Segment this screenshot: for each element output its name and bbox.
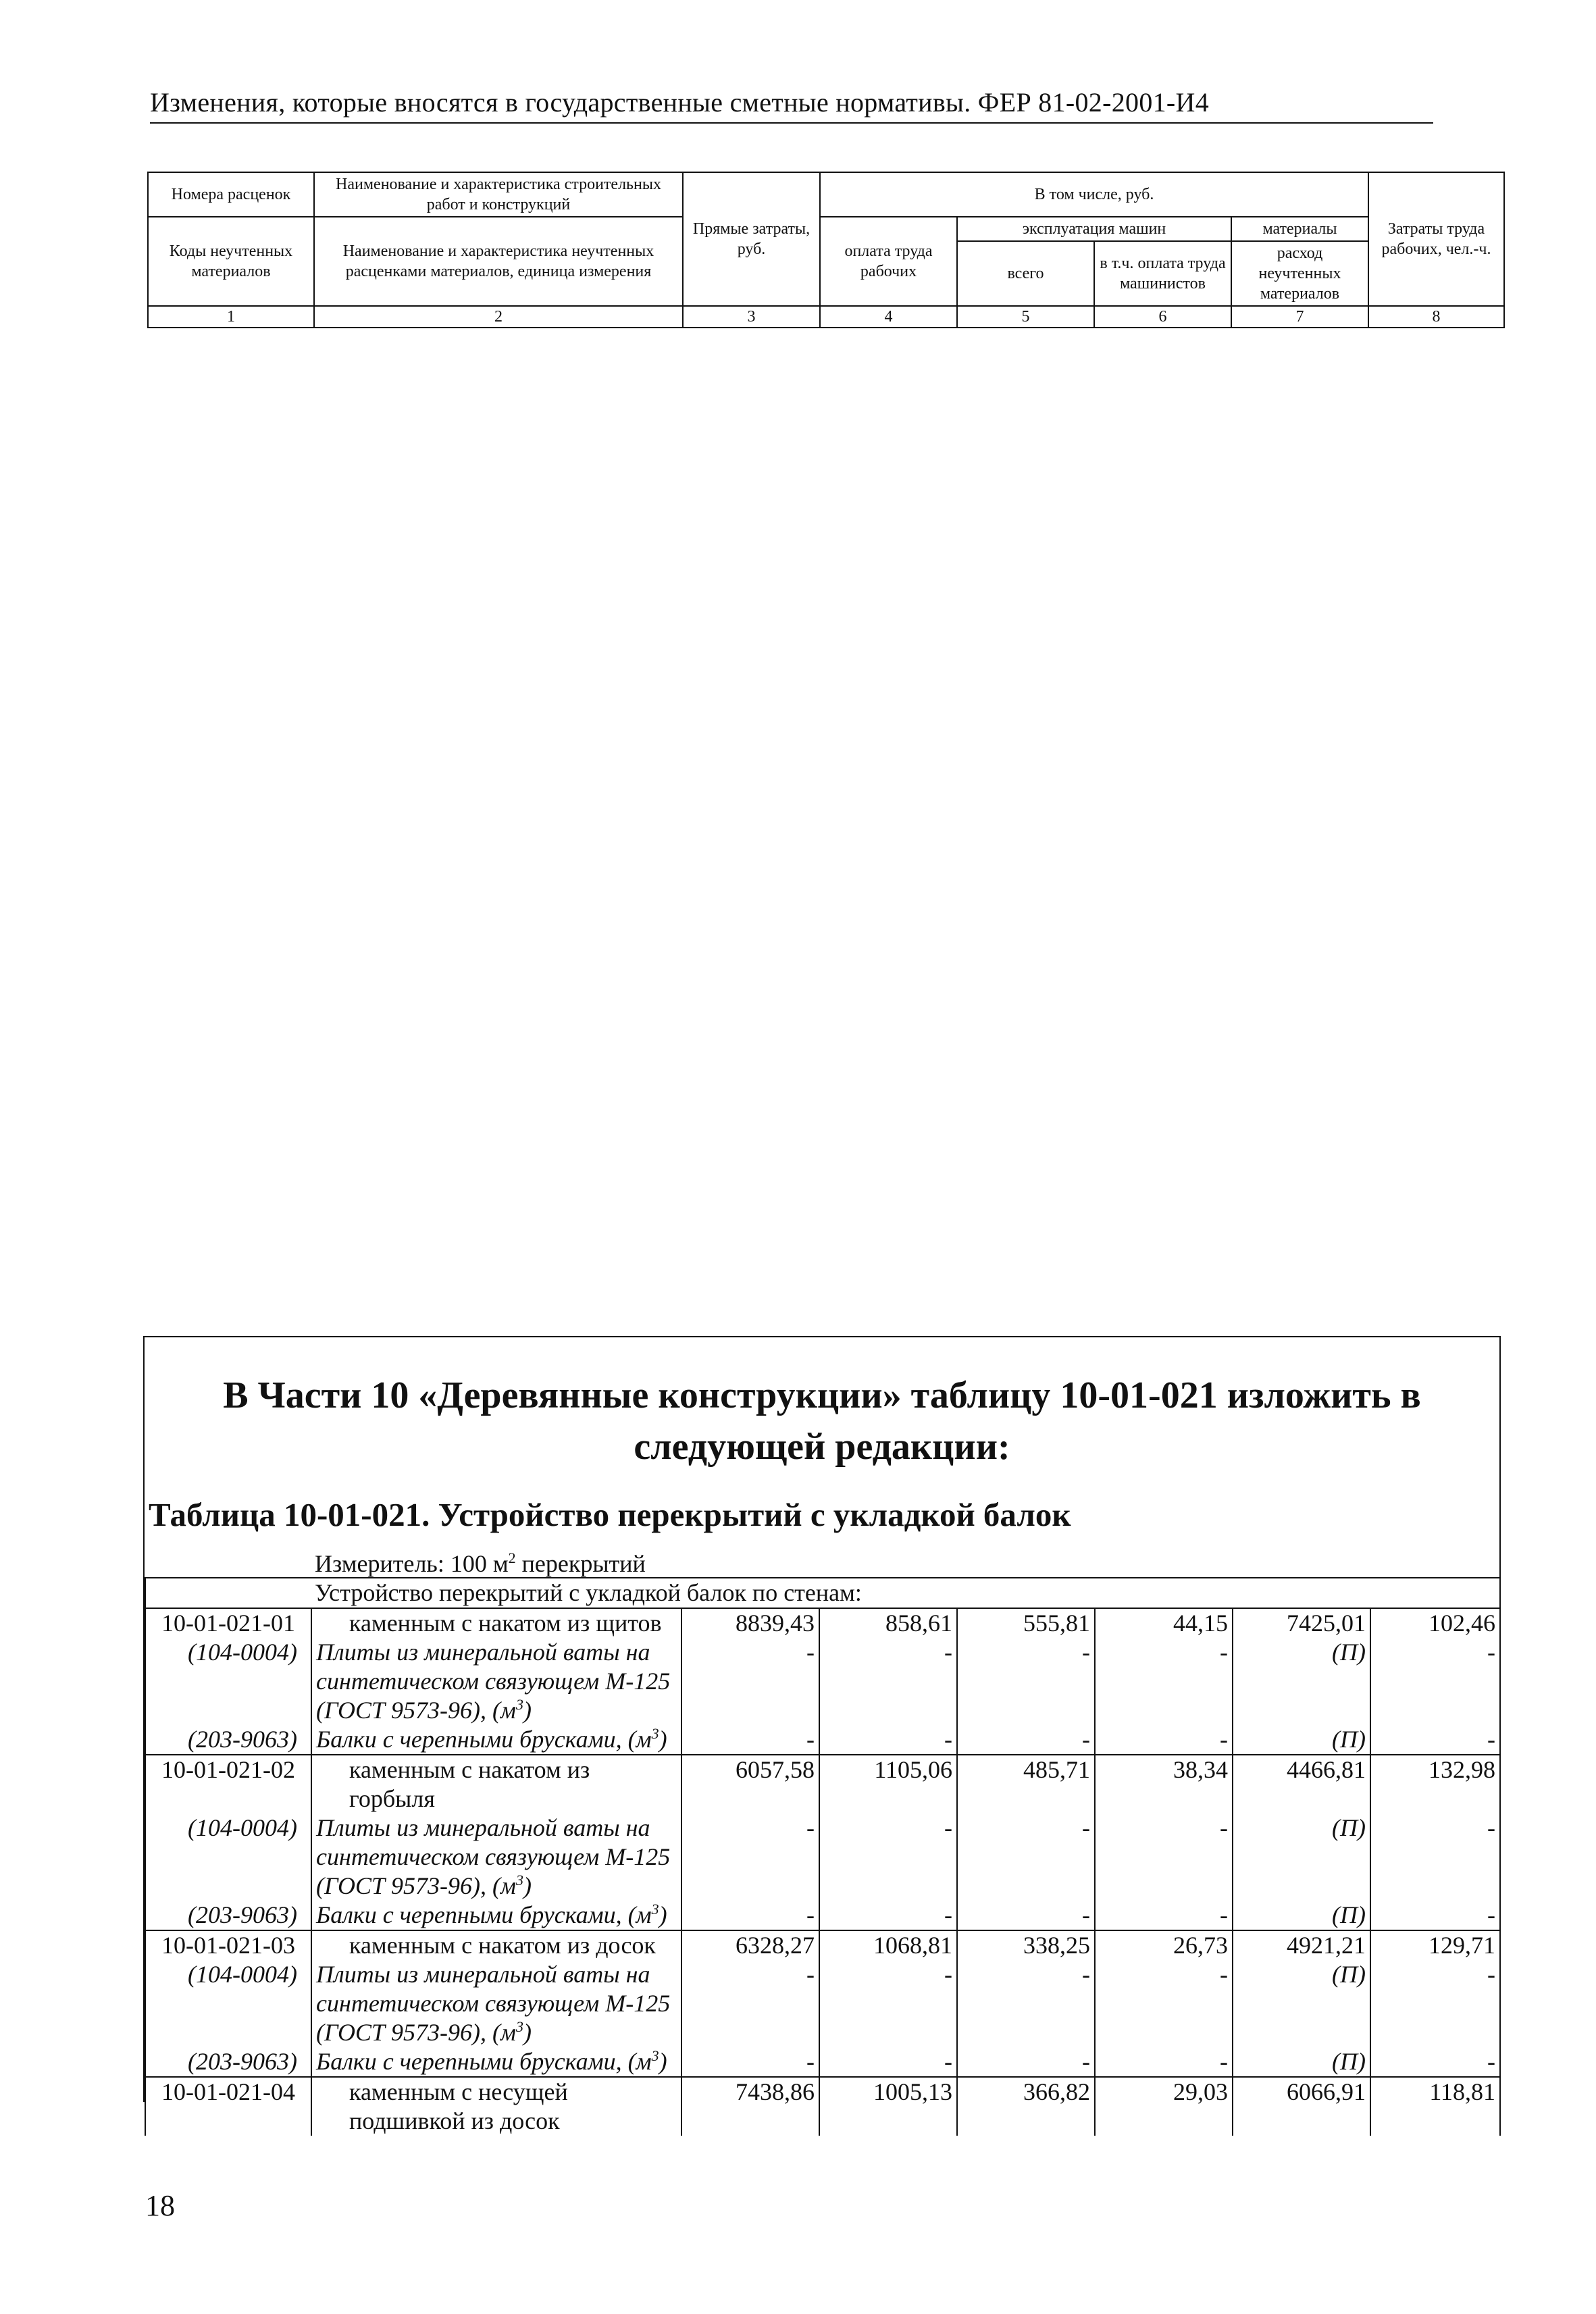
material-code: (203-9063)	[145, 2047, 311, 2077]
value-machines: 555,81	[957, 1608, 1095, 1638]
notice-heading: В Части 10 «Деревянные конструкции» таблицу 10-01-021 изложить в следующей редакции:	[223, 1374, 1421, 1468]
dash: -	[1370, 1725, 1500, 1755]
dash: -	[1095, 1725, 1233, 1755]
rate-name: каменным с накатом из горбыля	[311, 1755, 681, 1814]
col-number: 7	[1231, 306, 1368, 328]
section-title: Устройство перекрытий с укладкой балок по стенам:	[145, 1578, 1500, 1608]
dash: -	[819, 1638, 957, 1725]
rate-code: 10-01-021-01	[145, 1608, 311, 1638]
dash: -	[957, 1814, 1095, 1901]
col-number: 3	[683, 306, 820, 328]
value-direct: 8839,43	[681, 1608, 819, 1638]
material-name: Плиты из минеральной ваты на синтетическом связующем М-125 (ГОСТ 9573-96), $(м^3)$	[311, 1638, 681, 1725]
dash: -	[819, 1725, 957, 1755]
value-materials: 6066,91	[1233, 2077, 1370, 2136]
value-materials: 4921,21	[1233, 1930, 1370, 1960]
value-labor: 858,61	[819, 1608, 957, 1638]
table-row	[145, 1755, 1500, 1814]
header-c3: Прямые затраты, руб.	[683, 172, 820, 306]
dash: -	[1370, 1901, 1500, 1930]
header-group: В том числе, руб.	[820, 172, 1368, 217]
material-code: (104-0004)	[145, 1814, 311, 1901]
table-title: Таблица 10-01-021. Устройство перекрытий с укладкой балок	[149, 1496, 1071, 1533]
value-operators: 26,73	[1095, 1930, 1233, 1960]
header-c1-bottom: Коды неучтенных материалов	[148, 217, 314, 306]
page-number: 18	[145, 2189, 175, 2222]
dash: -	[1370, 1814, 1500, 1901]
value-machines: 366,82	[957, 2077, 1095, 2136]
value-labor-hours: 102,46	[1370, 1608, 1500, 1638]
header-c6: в т.ч. оплата труда машинистов	[1094, 241, 1231, 306]
value-labor: 1068,81	[819, 1930, 957, 1960]
value-labor-hours: 132,98	[1370, 1755, 1500, 1814]
dash: -	[957, 2047, 1095, 2077]
dash: -	[1370, 1960, 1500, 2047]
col-number: 5	[957, 306, 1094, 328]
material-code: (203-9063)	[145, 1725, 311, 1755]
header-c8: Затраты труда рабочих, чел.-ч.	[1368, 172, 1504, 306]
value-direct: 6057,58	[681, 1755, 819, 1814]
header-c7: расход неучтенных материалов	[1231, 241, 1368, 306]
dash: -	[1370, 1638, 1500, 1725]
header-machines: эксплуатация машин	[957, 217, 1231, 241]
value-labor: 1105,06	[819, 1755, 957, 1814]
rate-name: каменным с накатом из щитов	[311, 1608, 681, 1638]
material-row	[145, 1814, 1500, 1901]
material-name: Плиты из минеральной ваты на синтетическом связующем М-125 (ГОСТ 9573-96), $(м^3)$	[311, 1814, 681, 1901]
rate-name: каменным с накатом из досок	[311, 1930, 681, 1960]
header-c2-top: Наименование и характеристика строительных работ и конструкций	[314, 172, 683, 217]
measurer-text: Измеритель: 100 м	[315, 1550, 509, 1577]
measurer	[315, 1549, 646, 1578]
col-number: 4	[820, 306, 957, 328]
dash: -	[957, 1960, 1095, 2047]
header-c5: всего	[957, 241, 1094, 306]
col-number: 6	[1094, 306, 1231, 328]
p-mark: (П)	[1233, 1960, 1370, 2047]
value-labor-hours: 129,71	[1370, 1930, 1500, 1960]
material-row	[145, 1638, 1500, 1725]
material-name: Балки с черепными брусками, $(м^3)$	[311, 1725, 681, 1755]
col-number: 8	[1368, 306, 1504, 328]
dash: -	[957, 1725, 1095, 1755]
dash: -	[957, 1901, 1095, 1930]
value-materials: 4466,81	[1233, 1755, 1370, 1814]
dash: -	[1095, 1901, 1233, 1930]
value-materials: 7425,01	[1233, 1608, 1370, 1638]
p-mark: (П)	[1233, 1901, 1370, 1930]
value-operators: 29,03	[1095, 2077, 1233, 2136]
running-header: Изменения, которые вносятся в государственные сметные нормативы. ФЕР 81-02-2001-И4	[150, 86, 1433, 124]
header-materials: материалы	[1231, 217, 1368, 241]
table-row	[145, 2077, 1500, 2136]
p-mark: (П)	[1233, 1638, 1370, 1725]
dash: -	[681, 1901, 819, 1930]
value-machines: 338,25	[957, 1930, 1095, 1960]
header-c2-bottom: Наименование и характеристика неучтенных расценками материалов, единица измерения	[314, 217, 683, 306]
rate-name: каменным с несущей подшивкой из досок	[311, 2077, 681, 2136]
material-name: Балки с черепными брусками, $(м^3)$	[311, 2047, 681, 2077]
col-number: 1	[148, 306, 314, 328]
dash: -	[957, 1638, 1095, 1725]
material-row	[145, 2047, 1500, 2077]
material-code: (203-9063)	[145, 1901, 311, 1930]
dash: -	[1095, 1960, 1233, 2047]
p-mark: (П)	[1233, 1814, 1370, 1901]
value-direct: 6328,27	[681, 1930, 819, 1960]
material-code: (104-0004)	[145, 1638, 311, 1725]
material-name: Балки с черепными брусками, $(м^3)$	[311, 1901, 681, 1930]
rate-code: 10-01-021-02	[145, 1755, 311, 1814]
rate-code: 10-01-021-03	[145, 1930, 311, 1960]
col-number: 2	[314, 306, 683, 328]
rate-code: 10-01-021-04	[145, 2077, 311, 2136]
table-row	[145, 1608, 1500, 1638]
material-row	[145, 1960, 1500, 2047]
dash: -	[819, 2047, 957, 2077]
dash: -	[681, 1638, 819, 1725]
dash: -	[819, 1901, 957, 1930]
dash: -	[681, 1960, 819, 2047]
p-mark: (П)	[1233, 2047, 1370, 2077]
value-operators: 44,15	[1095, 1608, 1233, 1638]
dash: -	[681, 2047, 819, 2077]
measurer-sup: 2	[508, 1549, 516, 1566]
value-machines: 485,71	[957, 1755, 1095, 1814]
measurer-tail: перекрытий	[515, 1550, 646, 1577]
notice-box	[143, 1336, 1501, 2134]
material-code: (104-0004)	[145, 1960, 311, 2047]
value-labor: 1005,13	[819, 2077, 957, 2136]
column-header-table	[147, 172, 1505, 328]
value-labor-hours: 118,81	[1370, 2077, 1500, 2136]
dash: -	[1095, 1814, 1233, 1901]
dash: -	[819, 1814, 957, 1901]
rates-table	[145, 1577, 1501, 2136]
dash: -	[819, 1960, 957, 2047]
dash: -	[681, 1814, 819, 1901]
header-c1-top: Номера расценок	[148, 172, 314, 217]
dash: -	[1370, 2047, 1500, 2077]
dash: -	[1095, 1638, 1233, 1725]
value-operators: 38,34	[1095, 1755, 1233, 1814]
value-direct: 7438,86	[681, 2077, 819, 2136]
dash: -	[681, 1725, 819, 1755]
dash: -	[1095, 2047, 1233, 2077]
material-row	[145, 1725, 1500, 1755]
material-row	[145, 1901, 1500, 1930]
header-c4: оплата труда рабочих	[820, 217, 957, 306]
table-row	[145, 1930, 1500, 1960]
material-name: Плиты из минеральной ваты на синтетическом связующем М-125 (ГОСТ 9573-96), $(м^3)$	[311, 1960, 681, 2047]
p-mark: (П)	[1233, 1725, 1370, 1755]
